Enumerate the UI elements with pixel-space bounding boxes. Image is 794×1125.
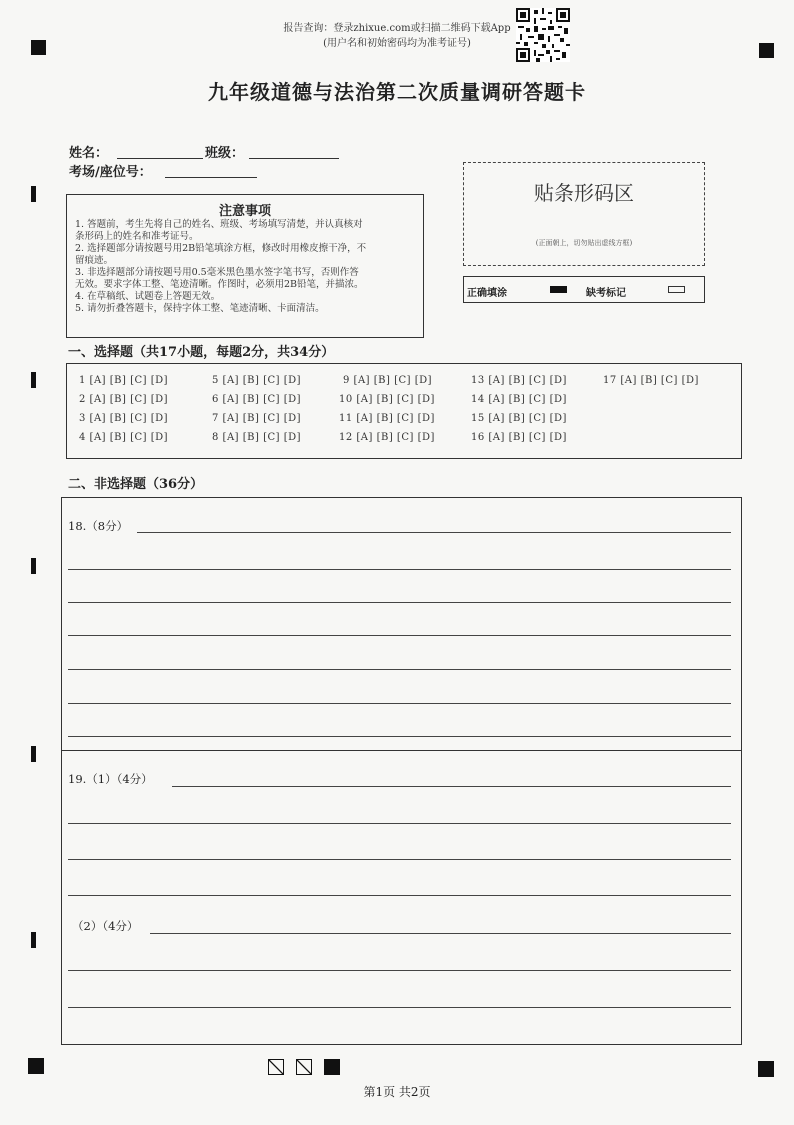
class-label: 班级：	[205, 146, 245, 161]
timing-mark	[31, 186, 36, 202]
question-divider	[62, 750, 741, 751]
seat-field[interactable]	[165, 177, 257, 178]
section-nonchoice-title: 二、非选择题（36分）	[68, 477, 204, 492]
timing-mark	[31, 932, 36, 948]
answer-line[interactable]	[172, 786, 731, 787]
notes-item: 留痕迹。	[75, 255, 114, 266]
correct-fill-sample	[550, 286, 567, 293]
notes-item: 3. 非选择题部分请按题号用0.5毫米黑色墨水签字笔书写，否则作答	[75, 267, 359, 278]
notes-item: 2. 选择题部分请按题号用2B铅笔填涂方框，修改时用橡皮擦干净，不	[75, 243, 367, 254]
answer-line[interactable]	[68, 823, 731, 824]
page-title: 九年级道德与法治第二次质量调研答题卡	[208, 80, 586, 104]
open-answer-box	[61, 497, 742, 1045]
page-code-square-crossed	[296, 1059, 312, 1075]
timing-mark	[31, 372, 36, 388]
question-19-2-label: （2）（4分）	[72, 919, 139, 933]
qr-code-icon	[516, 8, 570, 62]
notes-item: 4. 在草稿纸、试题卷上答题无效。	[75, 291, 221, 302]
corner-mark-bottom-left	[28, 1058, 44, 1074]
choice-question[interactable]: 15 [A] [B] [C] [D]	[471, 413, 567, 424]
choice-question[interactable]: 6 [A] [B] [C] [D]	[212, 394, 302, 405]
notes-item: 1. 答题前，考生先将自己的姓名、班级、考场填写清楚，并认真核对	[75, 219, 363, 230]
timing-mark	[31, 746, 36, 762]
notes-item: 条形码上的姓名和准考证号。	[75, 231, 199, 242]
answer-line[interactable]	[68, 1007, 731, 1008]
question-19-1-label: 19.（1）（4分）	[68, 772, 153, 786]
notes-box	[66, 194, 424, 338]
correct-fill-label: 正确填涂	[467, 288, 507, 299]
choice-question[interactable]: 14 [A] [B] [C] [D]	[471, 394, 567, 405]
answer-line[interactable]	[68, 669, 731, 670]
report-query-line: 报告查询：登录zhixue.com或扫描二维码下载App	[283, 23, 511, 34]
corner-mark-bottom-right	[758, 1061, 774, 1077]
absent-mark-box[interactable]	[668, 286, 685, 293]
page-code-square-crossed	[268, 1059, 284, 1075]
class-field[interactable]	[249, 158, 339, 159]
login-note-line: (用户名和初始密码均为准考证号)	[323, 38, 471, 49]
answer-line[interactable]	[137, 532, 731, 533]
notes-item: 5. 请勿折叠答题卡，保持字体工整、笔迹清晰、卡面清洁。	[75, 303, 325, 314]
name-label: 姓名：	[69, 146, 109, 161]
choice-question[interactable]: 7 [A] [B] [C] [D]	[212, 413, 302, 424]
choice-question[interactable]: 8 [A] [B] [C] [D]	[212, 432, 302, 443]
answer-line[interactable]	[68, 635, 731, 636]
notes-title: 注意事项	[218, 204, 271, 219]
choice-question[interactable]: 4 [A] [B] [C] [D]	[79, 432, 169, 443]
answer-line[interactable]	[68, 703, 731, 704]
choice-question[interactable]: 16 [A] [B] [C] [D]	[471, 432, 567, 443]
notes-item: 无效。要求字体工整、笔迹清晰。作图时，必须用2B铅笔，并描浓。	[75, 279, 364, 290]
barcode-title: 贴条形码区	[534, 181, 634, 205]
barcode-area[interactable]	[463, 162, 705, 266]
answer-line[interactable]	[68, 569, 731, 570]
seat-label: 考场/座位号：	[69, 165, 152, 180]
name-field[interactable]	[117, 158, 203, 159]
page-number: 第1页 共2页	[363, 1085, 431, 1099]
choice-answer-box	[66, 363, 742, 459]
timing-mark	[31, 558, 36, 574]
section-choice-title: 一、选择题（共17小题，每题2分，共34分）	[68, 345, 335, 360]
choice-question[interactable]: 17 [A] [B] [C] [D]	[603, 375, 699, 386]
question-18-label: 18.（8分）	[68, 519, 129, 533]
answer-line[interactable]	[68, 970, 731, 971]
choice-question[interactable]: 3 [A] [B] [C] [D]	[79, 413, 169, 424]
choice-question[interactable]: 11 [A] [B] [C] [D]	[339, 413, 435, 424]
choice-question[interactable]: 2 [A] [B] [C] [D]	[79, 394, 169, 405]
answer-line[interactable]	[68, 895, 731, 896]
choice-question[interactable]: 1 [A] [B] [C] [D]	[79, 375, 169, 386]
answer-line[interactable]	[68, 602, 731, 603]
choice-question[interactable]: 10 [A] [B] [C] [D]	[339, 394, 435, 405]
fill-legend	[463, 276, 705, 303]
answer-line[interactable]	[68, 736, 731, 737]
barcode-subtitle: (正面朝上，切勿贴出虚线方框)	[535, 239, 633, 247]
answer-line[interactable]	[68, 859, 731, 860]
choice-question[interactable]: 13 [A] [B] [C] [D]	[471, 375, 567, 386]
choice-question[interactable]: 5 [A] [B] [C] [D]	[212, 375, 302, 386]
choice-question[interactable]: 12 [A] [B] [C] [D]	[339, 432, 435, 443]
absent-mark-label: 缺考标记	[586, 288, 626, 299]
answer-line[interactable]	[150, 933, 731, 934]
choice-question[interactable]: 9 [A] [B] [C] [D]	[343, 375, 433, 386]
page-code-square-filled	[324, 1059, 340, 1075]
